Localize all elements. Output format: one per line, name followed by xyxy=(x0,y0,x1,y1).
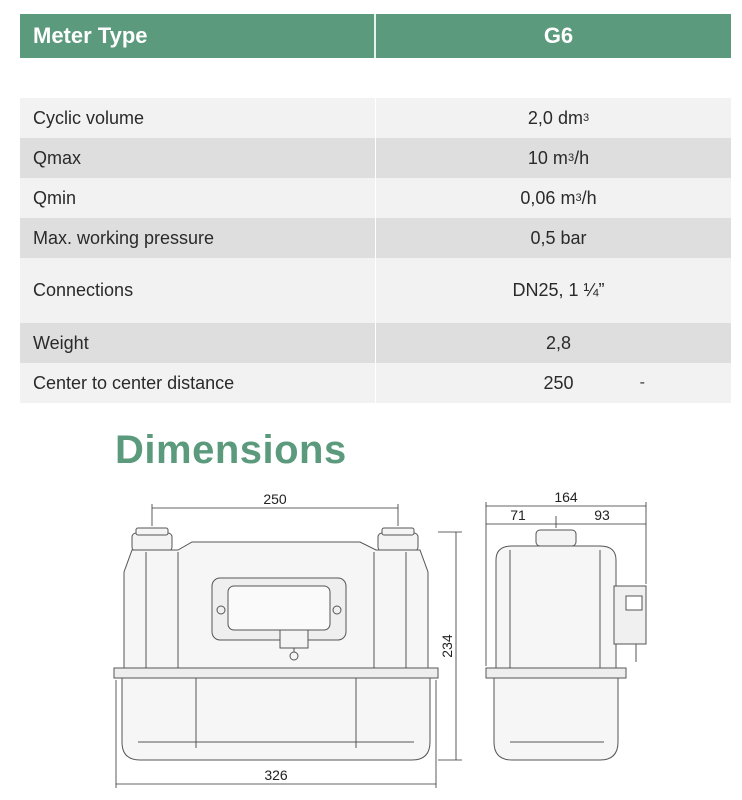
value-text: 250 xyxy=(543,372,574,393)
dim-front-width: 326 xyxy=(264,767,288,783)
row-label: Center to center distance xyxy=(20,363,376,403)
header-value: G6 xyxy=(543,23,574,48)
row-label: Qmin xyxy=(20,178,376,218)
front-view xyxy=(114,528,438,760)
value-suffix: /h xyxy=(581,187,597,208)
row-value xyxy=(376,363,731,403)
value-superscript: 3 xyxy=(582,112,590,124)
row-value xyxy=(376,138,731,178)
row-value xyxy=(376,218,731,258)
value-superscript: 3 xyxy=(567,152,575,164)
row-value xyxy=(376,323,731,363)
dimension-drawing xyxy=(0,480,742,800)
dim-height: 234 xyxy=(439,634,455,658)
table-header xyxy=(20,14,731,58)
dim-side-right: 93 xyxy=(594,507,610,523)
side-view xyxy=(486,530,646,760)
value-text: 2,8 xyxy=(545,332,572,353)
value-superscript: 3 xyxy=(575,192,582,204)
dimensions-title: Dimensions xyxy=(115,428,347,472)
dim-side-total: 164 xyxy=(554,489,578,505)
row-label: Connections xyxy=(20,258,376,323)
table-row xyxy=(20,323,731,363)
table-row xyxy=(20,258,731,323)
row-value xyxy=(376,98,731,138)
table-spacer xyxy=(20,58,731,98)
value-text: 0,06 m xyxy=(520,187,576,208)
row-value xyxy=(376,178,731,218)
row-label: Weight xyxy=(20,323,376,363)
table-row xyxy=(20,218,731,258)
row-value xyxy=(376,258,731,323)
table-row xyxy=(20,98,731,138)
row-label: Max. working pressure xyxy=(20,218,376,258)
value-dash: - xyxy=(639,374,645,391)
value-text: 2,0 dm xyxy=(527,107,583,128)
value-suffix: /h xyxy=(574,147,590,168)
header-label: Meter Type xyxy=(20,14,376,58)
table-row xyxy=(20,138,731,178)
spec-table xyxy=(20,14,731,403)
dim-center-distance: 250 xyxy=(263,491,287,507)
dim-side-left: 71 xyxy=(510,507,526,523)
row-label: Cyclic volume xyxy=(20,98,376,138)
value-text: 0,5 bar xyxy=(530,227,587,248)
value-text: DN25, 1 ¼” xyxy=(512,280,605,300)
row-label: Qmax xyxy=(20,138,376,178)
table-row xyxy=(20,363,731,403)
value-text: 10 m xyxy=(527,147,568,168)
table-row xyxy=(20,178,731,218)
